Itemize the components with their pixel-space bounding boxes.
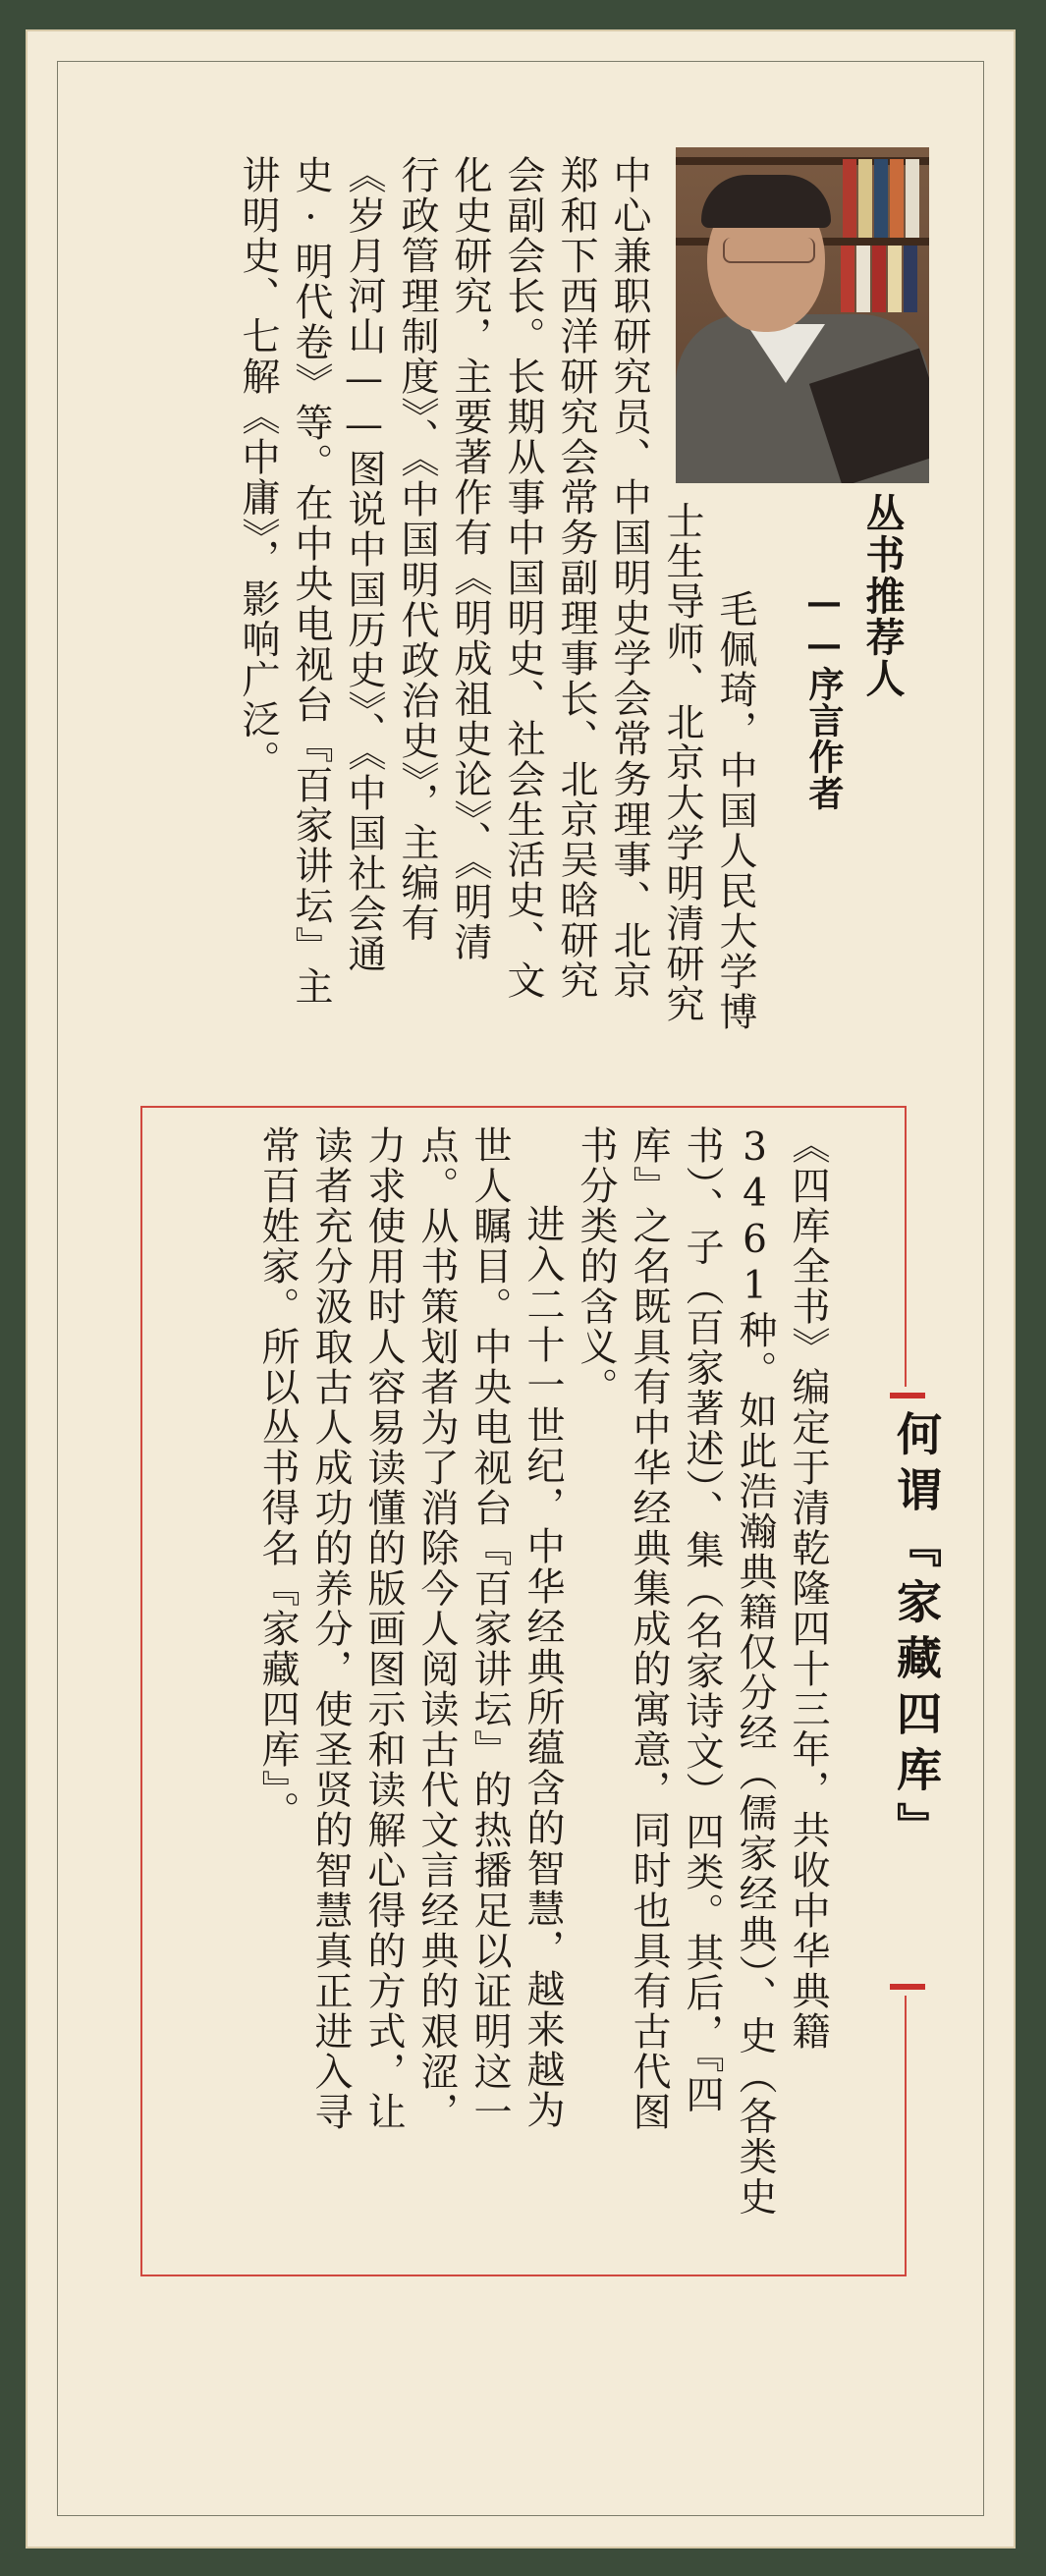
book-flap [26,29,1016,2549]
bio-column: 行政管理制度》、《中国明代政治史》，主编有 [395,155,439,944]
section-column: 点。从书策划者为了消除今人阅读古代文言经典的艰涩， [414,1125,459,2132]
section-column: 库』之名既具有中华经典集成的寓意，同时也具有古代图 [627,1125,671,2132]
section-column: 书分类的含义。 [574,1125,618,1407]
author-photo [676,147,929,483]
recommender-title: 丛书推荐人 [859,493,906,699]
bio-column: 讲明史、七解《中庸》，影响广泛。 [236,155,280,781]
bio-column: 化史研究，主要著作有《明成祖史论》、《明清 [448,155,492,962]
bio-column: 士生导师、北京大学明清研究 [660,501,704,1024]
bio-column: 史·明代卷》等。在中央电视台『百家讲坛』主 [289,155,333,1007]
section-headline: 何谓『家藏四库』 [890,1410,943,1858]
section-column: 力求使用时人容易读懂的版画图示和读解心得的方式，让 [361,1125,406,2132]
section-column: 书）、子（百家著述）、集（名家诗文）四类。其后，『四 [680,1125,724,2115]
bio-column: 郑和下西洋研究会常务副理事长、北京吴晗研究 [554,155,598,1001]
section-column: 世人瞩目。中央电视台『百家讲坛』的热播足以证明这一 [468,1125,512,2132]
bio-column: 中心兼职研究员、中国明史学会常务理事、北京 [607,155,651,1001]
section-column: 读者充分汲取古人成功的养分，使圣贤的智慧真正进入寻 [308,1125,353,2132]
bio-column: 《岁月河山——图说中国历史》、《中国社会通 [342,155,386,974]
preface-subtitle: ——序言作者 [803,581,845,811]
section-column: 《四库全书》编定于清乾隆四十三年，共收中华典籍 [786,1125,830,2052]
bio-column: 会副会长。长期从事中国明史、社会生活史、文 [501,155,545,1001]
section-column: 3461种。如此浩瀚典籍仅分经（儒家经典）、史（各类史 [733,1125,777,2218]
red-accent-bottom [890,1984,925,1990]
section-column: 常百姓家。所以丛书得名『家藏四库』。 [255,1125,300,1832]
red-accent-top [890,1393,925,1398]
bio-column: 毛佩琦，中国人民大学博 [713,589,757,1032]
section-column: 进入二十一世纪，中华经典所蕴含的智慧，越来越为 [521,1204,565,2130]
